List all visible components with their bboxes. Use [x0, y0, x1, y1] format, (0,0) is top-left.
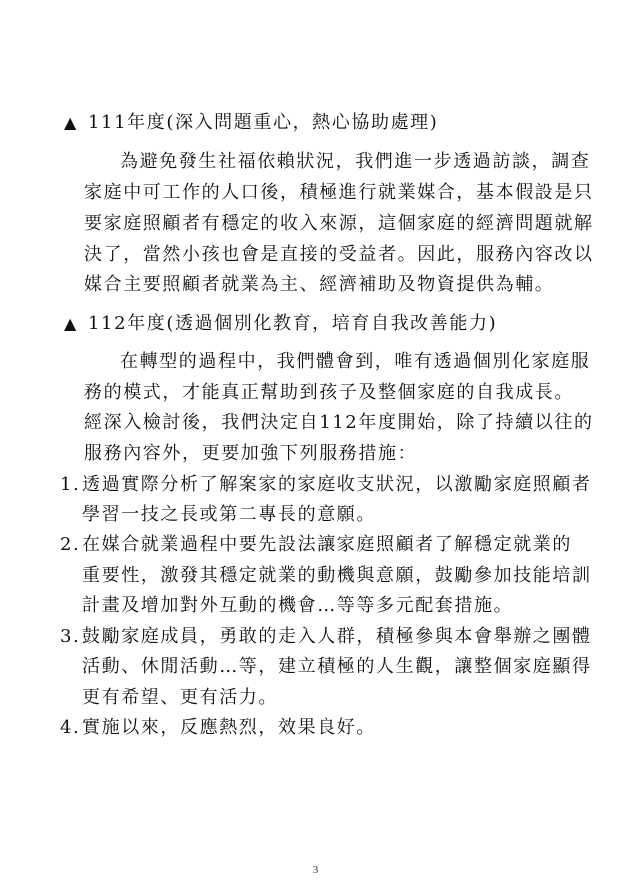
- measure-item-3: [60, 625, 592, 649]
- paragraph-line: 家庭中可工作的人口後，積極進行就業媒合，基本假設是只: [84, 182, 594, 203]
- triangle-bullet-icon: ▲: [64, 113, 78, 132]
- measure-number: 4.: [60, 717, 81, 738]
- section-heading-112: [64, 312, 497, 336]
- measure-line: 在媒合就業過程中要先設法讓家庭照顧者了解穩定就業的: [82, 534, 572, 555]
- measure-line: 實施以來，反應熱烈，效果良好。: [82, 717, 376, 738]
- section-heading-text: 111年度(深入問題重心，熱心協助處理): [88, 112, 439, 133]
- paragraph-line: 務的模式，才能真正幫助到孩子及整個家庭的自我成長。: [84, 382, 574, 403]
- measure-line: 計畫及增加對外互動的機會…等等多元配套措施。: [82, 595, 514, 616]
- paragraph-line: 經深入檢討後，我們決定自112年度開始，除了持續以往的: [84, 412, 594, 433]
- measure-item-4: [60, 716, 376, 740]
- measure-number: 2.: [60, 534, 81, 555]
- measure-number: 1.: [60, 474, 81, 495]
- paragraph-line: 為避免發生社福依賴狀況，我們進一步透過訪談，調查: [120, 151, 591, 172]
- measure-line: 重要性，激發其穩定就業的動機與意願，鼓勵參加技能培訓: [82, 565, 592, 586]
- section-heading-text: 112年度(透過個別化教育，培育自我改善能力): [88, 313, 498, 334]
- measure-line: 鼓勵家庭成員，勇敢的走入人群，積極參與本會舉辦之團體: [82, 626, 592, 647]
- triangle-bullet-icon: ▲: [64, 314, 78, 333]
- paragraph-line: 要家庭照顧者有穩定的收入來源，這個家庭的經濟問題就解: [84, 213, 594, 234]
- measure-line: 更有希望、更有活力。: [82, 687, 278, 708]
- measure-line: 學習一技之長或第二專長的意願。: [82, 504, 376, 525]
- page-number: 3: [312, 864, 319, 876]
- paragraph-line: 在轉型的過程中，我們體會到，唯有透過個別化家庭服: [120, 351, 591, 372]
- measure-line: 活動、休閒活動…等，建立積極的人生觀，讓整個家庭顯得: [82, 656, 592, 677]
- measure-item-1: [60, 473, 592, 497]
- paragraph-line: 服務內容外，更要加強下列服務措施：: [84, 443, 418, 464]
- measure-number: 3.: [60, 626, 81, 647]
- measure-item-2: [60, 533, 572, 557]
- paragraph-line: 決了，當然小孩也會是直接的受益者。因此，服務內容改以: [84, 244, 594, 265]
- measure-line: 透過實際分析了解案家的家庭收支狀況，以激勵家庭照顧者: [82, 474, 592, 495]
- paragraph-line: 媒合主要照顧者就業為主、經濟補助及物資提供為輔。: [84, 274, 555, 295]
- section-heading-111: [64, 111, 438, 135]
